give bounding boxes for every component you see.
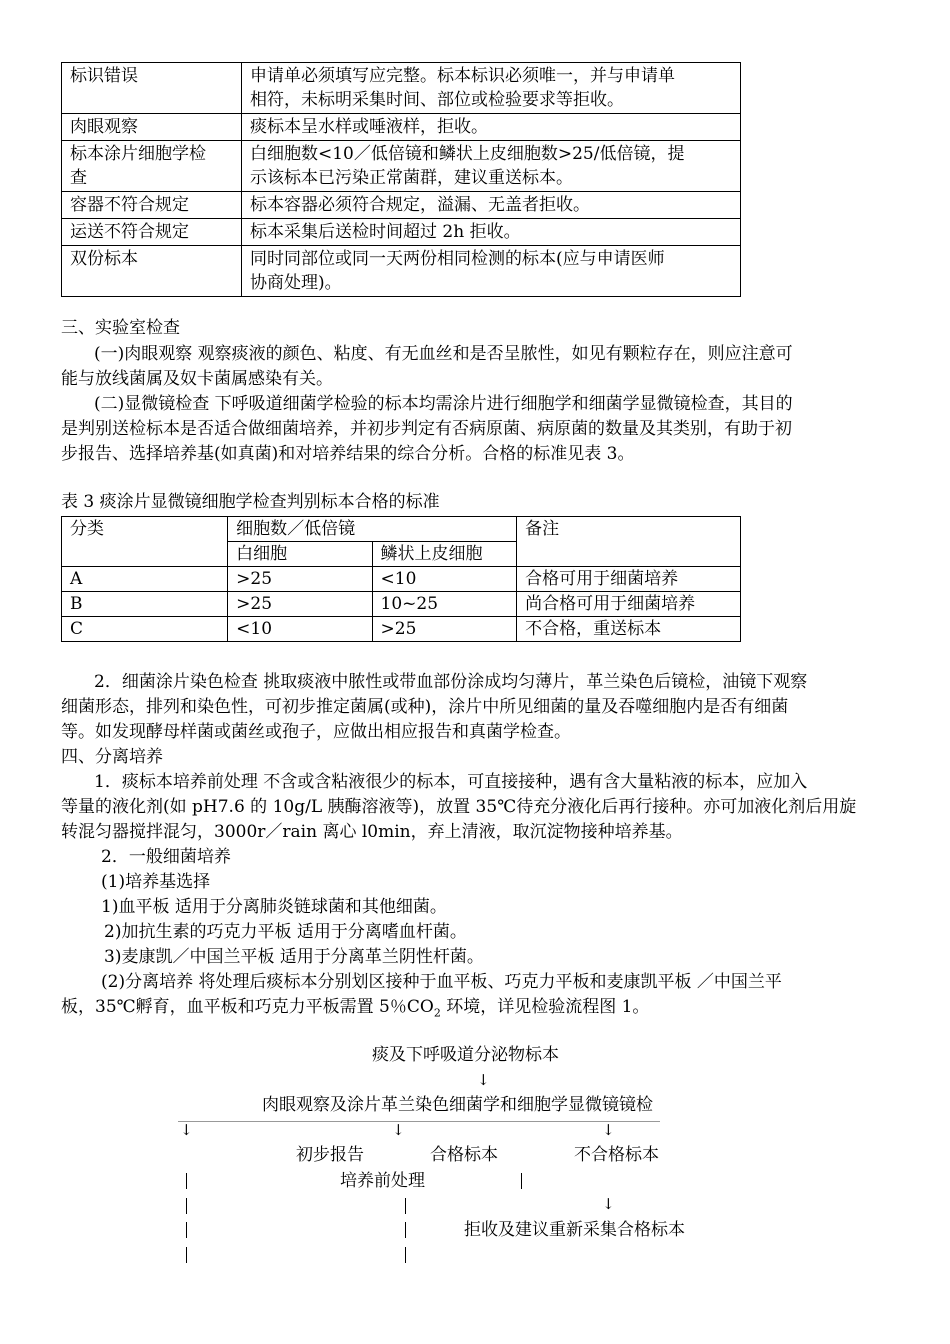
paragraph-line: 转混匀器搅拌混匀，3000r／rain 离心 l0min，弃上清液，取沉淀物接种培养基。 [61, 822, 683, 842]
cell-note: 尚合格可用于细菌培养 [517, 592, 741, 617]
flow-connector [186, 1247, 187, 1263]
down-arrow-icon: ↓ [477, 1071, 490, 1089]
cell-epithelial: <10 [372, 567, 517, 592]
header-epithelial: 鳞状上皮细胞 [372, 542, 517, 567]
rejection-criteria-table [61, 62, 741, 297]
table-row [62, 617, 741, 642]
table-header-row [62, 517, 741, 542]
flow-node-pretreatment: 培养前处理 [340, 1171, 425, 1191]
table-row [62, 192, 741, 219]
table-row [62, 567, 741, 592]
criterion-label: 肉眼观察 [62, 114, 242, 141]
subheading: (1)培养基选择 [101, 872, 211, 892]
paragraph-line: 步报告、选择培养基(如真菌)和对培养结果的综合分析。合格的标准见表 3。 [61, 444, 635, 464]
list-item: 1)血平板 适用于分离肺炎链球菌和其他细菌。 [101, 897, 447, 917]
cell-note: 不合格，重送标本 [517, 617, 741, 642]
cell-epithelial: >25 [372, 617, 517, 642]
criterion-text: 白细胞数<10／低倍镜和鳞状上皮细胞数>25/低倍镜，提 示该标本已污染正常菌群，建议重送标本。 [242, 141, 741, 192]
paragraph-line: (2)分离培养 将处理后痰标本分别划区接种于血平板、巧克力平板和麦康凯平板 ／中国兰平 [101, 972, 782, 992]
section-heading: 三、实验室检查 [61, 318, 180, 338]
criterion-text: 痰标本呈水样或唾液样，拒收。 [242, 114, 741, 141]
paragraph-line: 等量的液化剂(如 pH7.6 的 10g/L 胰酶溶液等)，放置 35℃待充分液化后再行接种。亦可加液化剂后用旋 [61, 797, 857, 817]
header-note: 备注 [517, 517, 741, 567]
table-row [62, 592, 741, 617]
flow-node-unqualified: 不合格标本 [574, 1145, 659, 1165]
header-wbc: 白细胞 [228, 542, 372, 567]
cell-wbc: <10 [228, 617, 372, 642]
table-row [62, 63, 741, 114]
section-heading: 四、分离培养 [61, 747, 163, 767]
flow-connector [405, 1198, 406, 1214]
criterion-label: 运送不符合规定 [62, 219, 242, 246]
criterion-label: 双份标本 [62, 246, 242, 297]
criterion-label: 容器不符合规定 [62, 192, 242, 219]
table-row [62, 141, 741, 192]
paragraph-line: 细菌形态，排列和染色性，可初步推定菌属(或种)，涂片中所见细菌的量及吞噬细胞内是否有细菌 [61, 697, 789, 717]
cell-wbc: >25 [228, 567, 372, 592]
criterion-label: 标本涂片细胞学检 查 [62, 141, 242, 192]
flow-divider [178, 1121, 660, 1122]
paragraph-line: 是判别送检标本是否适合做细菌培养，并初步判定有否病原菌、病原菌的数量及其类别，有助于初 [61, 419, 792, 439]
criterion-label: 标识错误 [62, 63, 242, 114]
flow-node-exam: 肉眼观察及涂片革兰染色细菌学和细胞学显微镜镜检 [262, 1095, 653, 1115]
table-caption: 表 3 痰涂片显微镜细胞学检查判别标本合格的标准 [61, 492, 440, 512]
table-row [62, 246, 741, 297]
flow-node-reject: 拒收及建议重新采集合格标本 [464, 1220, 685, 1240]
list-item: 2)加抗生素的巧克力平板 适用于分离嗜血杆菌。 [104, 922, 467, 942]
flow-connector [186, 1222, 187, 1238]
down-arrow-icon: ↓ [180, 1121, 193, 1139]
flow-connector [405, 1247, 406, 1263]
subheading: 2．一般细菌培养 [101, 847, 231, 867]
criterion-text: 申请单必须填写应完整。标本标识必须唯一，并与申请单 相符，未标明采集时间、部位或检验要求等拒收。 [242, 63, 741, 114]
down-arrow-icon: ↓ [602, 1195, 615, 1213]
paragraph-line: 1．痰标本培养前处理 不含或含粘液很少的标本，可直接接种，遇有含大量粘液的标本，应加入 [94, 772, 808, 792]
cell-class: A [62, 567, 228, 592]
cell-wbc: >25 [228, 592, 372, 617]
cell-class: B [62, 592, 228, 617]
paragraph-line: 板，35℃孵育，血平板和巧克力平板需置 5％$CO_2$ 环境，详见检验流程图 1。 [61, 997, 650, 1020]
flow-connector [521, 1173, 522, 1189]
flow-connector [186, 1173, 187, 1189]
criterion-text: 同时同部位或同一天两份相同检测的标本(应与申请医师 协商处理)。 [242, 246, 741, 297]
header-cells: 细胞数／低倍镜 [228, 517, 517, 542]
list-item: 3)麦康凯／中国兰平板 适用于分离革兰阴性杆菌。 [104, 947, 484, 967]
table-row [62, 219, 741, 246]
flow-node-preliminary-report: 初步报告 [296, 1145, 364, 1165]
flow-connector [186, 1198, 187, 1214]
sputum-smear-criteria-table [61, 516, 741, 642]
header-class: 分类 [62, 517, 228, 567]
paragraph-line: (一)肉眼观察 观察痰液的颜色、粘度、有无血丝和是否呈脓性，如见有颗粒存在，则应注意可 [94, 344, 793, 364]
paragraph-line: 等。如发现酵母样菌或菌丝或孢子，应做出相应报告和真菌学检查。 [61, 722, 571, 742]
flow-node-qualified: 合格标本 [430, 1145, 498, 1165]
cell-note: 合格可用于细菌培养 [517, 567, 741, 592]
paragraph-line: 2．细菌涂片染色检查 挑取痰液中脓性或带血部份涂成均匀薄片，革兰染色后镜检，油镜下观察 [94, 672, 808, 692]
down-arrow-icon: ↓ [602, 1121, 615, 1139]
cell-epithelial: 10~25 [372, 592, 517, 617]
criterion-text: 标本采集后送检时间超过 2h 拒收。 [242, 219, 741, 246]
cell-class: C [62, 617, 228, 642]
table-row [62, 114, 741, 141]
flow-connector [405, 1222, 406, 1238]
criterion-text: 标本容器必须符合规定，溢漏、无盖者拒收。 [242, 192, 741, 219]
paragraph-line: (二)显微镜检查 下呼吸道细菌学检验的标本均需涂片进行细胞学和细菌学显微镜检查，其目的 [94, 394, 793, 414]
down-arrow-icon: ↓ [392, 1121, 405, 1139]
paragraph-line: 能与放线菌属及奴卡菌属感染有关。 [61, 369, 333, 389]
flow-node-specimen: 痰及下呼吸道分泌物标本 [372, 1045, 559, 1065]
